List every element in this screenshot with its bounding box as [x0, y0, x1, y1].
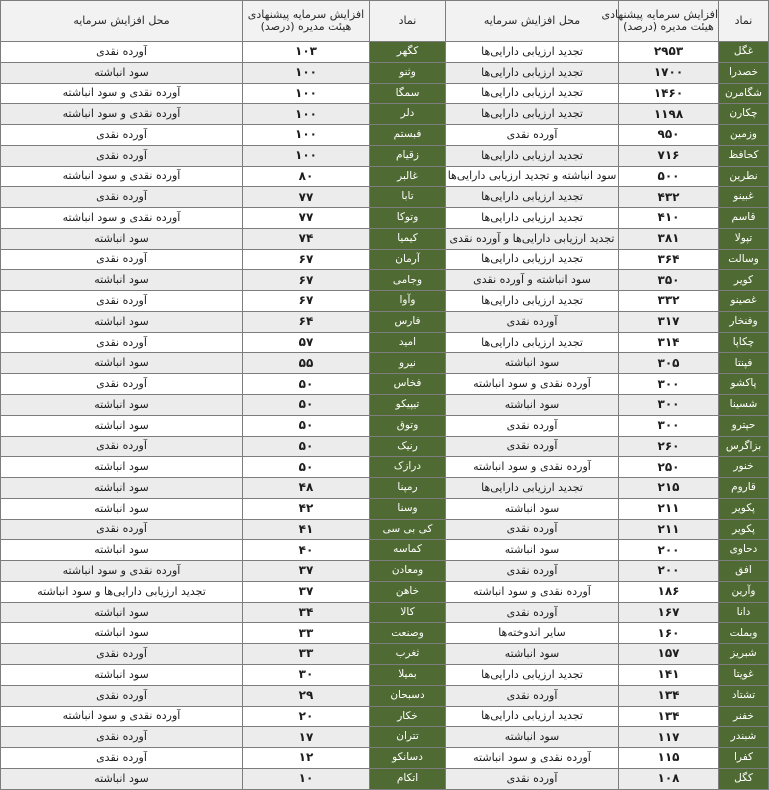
percent-cell: ۲۰	[243, 706, 370, 727]
percent-cell: ۳۰۰	[619, 395, 719, 416]
source-cell: تجدید ارزیابی دارایی‌ها	[446, 145, 619, 166]
table-row	[1, 249, 769, 270]
percent-cell: ۱۶۰	[619, 623, 719, 644]
symbol-cell: پکویر	[719, 498, 769, 519]
symbol-cell: تپولا	[719, 228, 769, 249]
source-cell: آورده نقدی	[446, 311, 619, 332]
percent-cell: ۲۰۰	[619, 561, 719, 582]
source-cell: آورده نقدی و سود انباشته	[446, 748, 619, 769]
symbol-cell: زقیام	[370, 145, 446, 166]
symbol-cell: غگل	[719, 42, 769, 63]
table-row	[1, 436, 769, 457]
symbol-cell: دسبحان	[370, 685, 446, 706]
source-cell: آورده نقدی و سود انباشته	[1, 561, 243, 582]
percent-cell: ۳۳	[243, 644, 370, 665]
symbol-cell: رنیک	[370, 436, 446, 457]
percent-cell: ۱۳۴	[619, 685, 719, 706]
symbol-cell: کویر	[719, 270, 769, 291]
source-cell: آورده نقدی	[446, 436, 619, 457]
table-row	[1, 748, 769, 769]
symbol-cell: آرمان	[370, 249, 446, 270]
table-row	[1, 768, 769, 789]
table-row	[1, 270, 769, 291]
symbol-cell: تیپیکو	[370, 395, 446, 416]
percent-cell: ۴۰	[243, 540, 370, 561]
source-cell: آورده نقدی	[446, 685, 619, 706]
table-row	[1, 706, 769, 727]
source-cell: تجدید ارزیابی دارایی‌ها	[446, 208, 619, 229]
symbol-cell: وسنا	[370, 498, 446, 519]
percent-cell: ۳۰۵	[619, 353, 719, 374]
percent-cell: ۴۳۲	[619, 187, 719, 208]
symbol-cell: ثغرب	[370, 644, 446, 665]
source-cell: سود انباشته	[446, 395, 619, 416]
source-cell: سود انباشته	[1, 768, 243, 789]
percent-cell: ۶۷	[243, 270, 370, 291]
symbol-cell: وثنو	[370, 62, 446, 83]
table-row	[1, 664, 769, 685]
symbol-cell: تابا	[370, 187, 446, 208]
symbol-cell: کفرا	[719, 748, 769, 769]
source-cell: آورده نقدی	[446, 519, 619, 540]
symbol-cell: دانا	[719, 602, 769, 623]
source-cell: آورده نقدی	[446, 415, 619, 436]
percent-cell: ۳۰۰	[619, 374, 719, 395]
source-cell: آورده نقدی	[1, 519, 243, 540]
percent-cell: ۸۰	[243, 166, 370, 187]
percent-cell: ۱۰۰	[243, 125, 370, 146]
percent-cell: ۱۰۳	[243, 42, 370, 63]
table-row	[1, 540, 769, 561]
symbol-cell: وبملت	[719, 623, 769, 644]
source-cell: آورده نقدی و سود انباشته	[1, 208, 243, 229]
table-row	[1, 228, 769, 249]
table-row	[1, 311, 769, 332]
source-cell: تجدید ارزیابی دارایی‌ها	[446, 478, 619, 499]
source-cell: سود انباشته	[446, 727, 619, 748]
source-cell: سود انباشته	[446, 353, 619, 374]
table-row	[1, 415, 769, 436]
percent-cell: ۷۷	[243, 208, 370, 229]
symbol-cell: دحاوی	[719, 540, 769, 561]
table-row	[1, 581, 769, 602]
source-cell: سود انباشته	[1, 311, 243, 332]
symbol-cell: کگل	[719, 768, 769, 789]
symbol-cell: تتران	[370, 727, 446, 748]
source-cell: آورده نقدی	[446, 561, 619, 582]
source-cell: آورده نقدی و سود انباشته	[1, 166, 243, 187]
symbol-cell: خکار	[370, 706, 446, 727]
source-cell: سود انباشته	[1, 457, 243, 478]
symbol-cell: وتوکا	[370, 208, 446, 229]
percent-cell: ۶۷	[243, 291, 370, 312]
percent-cell: ۹۵۰	[619, 125, 719, 146]
header-increase-left	[243, 1, 370, 42]
symbol-cell: فخاس	[370, 374, 446, 395]
table-row	[1, 187, 769, 208]
symbol-cell: فبستم	[370, 125, 446, 146]
symbol-cell: سمگا	[370, 83, 446, 104]
symbol-cell: وجامی	[370, 270, 446, 291]
symbol-cell: چکاپا	[719, 332, 769, 353]
percent-cell: ۶۴	[243, 311, 370, 332]
header-symbol-left: نماد	[370, 1, 446, 42]
percent-cell: ۲۱۱	[619, 519, 719, 540]
source-cell: آورده نقدی	[446, 602, 619, 623]
source-cell: تجدید ارزیابی دارایی‌ها	[446, 332, 619, 353]
symbol-cell: بزاگرس	[719, 436, 769, 457]
symbol-cell: امید	[370, 332, 446, 353]
table-row	[1, 602, 769, 623]
source-cell: تجدید ارزیابی دارایی‌ها	[446, 104, 619, 125]
symbol-cell: فپنتا	[719, 353, 769, 374]
source-cell: آورده نقدی	[1, 332, 243, 353]
source-cell: تجدید ارزیابی دارایی‌ها	[446, 62, 619, 83]
symbol-cell: پاکشو	[719, 374, 769, 395]
percent-cell: ۷۱۶	[619, 145, 719, 166]
symbol-cell: غالبر	[370, 166, 446, 187]
source-cell: سود انباشته	[1, 270, 243, 291]
symbol-cell: قاسم	[719, 208, 769, 229]
source-cell: آورده نقدی	[1, 249, 243, 270]
percent-cell: ۱۷۰۰	[619, 62, 719, 83]
table-row	[1, 145, 769, 166]
symbol-cell: کحافظ	[719, 145, 769, 166]
percent-cell: ۵۰	[243, 457, 370, 478]
symbol-cell: وصنعت	[370, 623, 446, 644]
symbol-cell: کگهر	[370, 42, 446, 63]
source-cell: آورده نقدی	[1, 42, 243, 63]
header-increase-right-line2: هیئت مدیره (درصد)	[623, 20, 714, 33]
symbol-cell: خصدرا	[719, 62, 769, 83]
symbol-cell: وآوا	[370, 291, 446, 312]
table-row	[1, 685, 769, 706]
percent-cell: ۱۸۶	[619, 581, 719, 602]
percent-cell: ۳۰۰	[619, 415, 719, 436]
table-row	[1, 623, 769, 644]
symbol-cell: وفنخار	[719, 311, 769, 332]
table-row	[1, 561, 769, 582]
symbol-cell: درازک	[370, 457, 446, 478]
percent-cell: ۱۱۵	[619, 748, 719, 769]
percent-cell: ۳۰	[243, 664, 370, 685]
source-cell: تجدید ارزیابی دارایی‌ها	[446, 187, 619, 208]
symbol-cell: بمیلا	[370, 664, 446, 685]
table-body	[1, 42, 769, 790]
source-cell: آورده نقدی و سود انباشته	[446, 374, 619, 395]
table-row	[1, 498, 769, 519]
symbol-cell: غبینو	[719, 187, 769, 208]
symbol-cell: ومعادن	[370, 561, 446, 582]
header-increase-left-line2: هیئت مدیره (درصد)	[260, 20, 352, 33]
source-cell: آورده نقدی و سود انباشته	[446, 581, 619, 602]
percent-cell: ۳۷	[243, 561, 370, 582]
source-cell: آورده نقدی و سود انباشته	[1, 706, 243, 727]
percent-cell: ۳۱۷	[619, 311, 719, 332]
percent-cell: ۲۶۰	[619, 436, 719, 457]
source-cell: آورده نقدی و سود انباشته	[1, 83, 243, 104]
source-cell: سود انباشته	[1, 353, 243, 374]
percent-cell: ۱۴۱	[619, 664, 719, 685]
percent-cell: ۱۰۰	[243, 62, 370, 83]
percent-cell: ۴۱	[243, 519, 370, 540]
symbol-cell: کماسه	[370, 540, 446, 561]
symbol-cell: قاروم	[719, 478, 769, 499]
symbol-cell: شگامرن	[719, 83, 769, 104]
percent-cell: ۲۱۵	[619, 478, 719, 499]
source-cell: سود انباشته	[446, 540, 619, 561]
symbol-cell: شسینا	[719, 395, 769, 416]
source-cell: سود انباشته	[1, 228, 243, 249]
percent-cell: ۳۷	[243, 581, 370, 602]
symbol-cell: غصینو	[719, 291, 769, 312]
symbol-cell: کی بی سی	[370, 519, 446, 540]
symbol-cell: خنور	[719, 457, 769, 478]
table-row	[1, 104, 769, 125]
symbol-cell: اتکام	[370, 768, 446, 789]
source-cell: آورده نقدی	[1, 374, 243, 395]
symbol-cell: نطرین	[719, 166, 769, 187]
source-cell: آورده نقدی	[1, 644, 243, 665]
percent-cell: ۱۰۰	[243, 104, 370, 125]
source-cell: سایر اندوخته‌ها	[446, 623, 619, 644]
source-cell: سود انباشته	[1, 478, 243, 499]
header-row	[1, 1, 769, 42]
source-cell: آورده نقدی	[1, 727, 243, 748]
percent-cell: ۱۰۰	[243, 83, 370, 104]
source-cell: سود انباشته	[446, 498, 619, 519]
percent-cell: ۴۸	[243, 478, 370, 499]
percent-cell: ۲۹۵۳	[619, 42, 719, 63]
source-cell: آورده نقدی	[1, 291, 243, 312]
percent-cell: ۱۴۶۰	[619, 83, 719, 104]
symbol-cell: رمپنا	[370, 478, 446, 499]
symbol-cell: خاهن	[370, 581, 446, 602]
percent-cell: ۵۵	[243, 353, 370, 374]
source-cell: آورده نقدی	[446, 768, 619, 789]
percent-cell: ۱۲	[243, 748, 370, 769]
source-cell: سود انباشته	[1, 602, 243, 623]
table-row	[1, 519, 769, 540]
percent-cell: ۵۰	[243, 415, 370, 436]
percent-cell: ۳۳۲	[619, 291, 719, 312]
source-cell: آورده نقدی	[1, 685, 243, 706]
symbol-cell: وزمین	[719, 125, 769, 146]
percent-cell: ۱۱۹۸	[619, 104, 719, 125]
source-cell: تجدید ارزیابی دارایی‌ها	[446, 706, 619, 727]
table-row	[1, 208, 769, 229]
symbol-cell: کیمیا	[370, 228, 446, 249]
source-cell: آورده نقدی و سود انباشته	[1, 104, 243, 125]
source-cell: سود انباشته	[1, 664, 243, 685]
percent-cell: ۱۶۷	[619, 602, 719, 623]
symbol-cell: پکویر	[719, 519, 769, 540]
percent-cell: ۱۳۴	[619, 706, 719, 727]
source-cell: سود انباشته و تجدید ارزیابی دارایی‌ها	[446, 166, 619, 187]
source-cell: آورده نقدی	[1, 187, 243, 208]
header-source-left: محل افزایش سرمایه	[1, 1, 243, 42]
percent-cell: ۲۰۰	[619, 540, 719, 561]
percent-cell: ۱۰	[243, 768, 370, 789]
source-cell: تجدید ارزیابی دارایی‌ها	[446, 83, 619, 104]
symbol-cell: وتوق	[370, 415, 446, 436]
table-row	[1, 125, 769, 146]
header-symbol-right: نماد	[719, 1, 769, 42]
percent-cell: ۶۷	[243, 249, 370, 270]
percent-cell: ۳۸۱	[619, 228, 719, 249]
table-row	[1, 644, 769, 665]
percent-cell: ۳۴	[243, 602, 370, 623]
symbol-cell: غویتا	[719, 664, 769, 685]
percent-cell: ۳۶۴	[619, 249, 719, 270]
source-cell: تجدید ارزیابی دارایی‌ها	[446, 664, 619, 685]
table-row	[1, 395, 769, 416]
source-cell: سود انباشته	[1, 62, 243, 83]
source-cell: سود انباشته	[1, 415, 243, 436]
source-cell: تجدید ارزیابی دارایی‌ها	[446, 291, 619, 312]
source-cell: آورده نقدی	[1, 145, 243, 166]
symbol-cell: شبندر	[719, 727, 769, 748]
table-row	[1, 353, 769, 374]
source-cell: آورده نقدی	[1, 436, 243, 457]
source-cell: سود انباشته	[1, 623, 243, 644]
percent-cell: ۱۰۰	[243, 145, 370, 166]
symbol-cell: وسالت	[719, 249, 769, 270]
symbol-cell: افق	[719, 561, 769, 582]
source-cell: آورده نقدی	[1, 125, 243, 146]
percent-cell: ۷۴	[243, 228, 370, 249]
symbol-cell: خفنر	[719, 706, 769, 727]
percent-cell: ۷۷	[243, 187, 370, 208]
header-increase-left-line1: افزایش سرمایه پیشنهادی	[247, 7, 365, 21]
symbol-cell: دلر	[370, 104, 446, 125]
symbol-cell: کالا	[370, 602, 446, 623]
source-cell: سود انباشته و آورده نقدی	[446, 270, 619, 291]
percent-cell: ۵۰	[243, 374, 370, 395]
table-row	[1, 457, 769, 478]
source-cell: تجدید ارزیابی دارایی‌ها و سود انباشته	[1, 581, 243, 602]
symbol-cell: تشتاد	[719, 685, 769, 706]
table-row	[1, 166, 769, 187]
symbol-cell: حپترو	[719, 415, 769, 436]
source-cell: سود انباشته	[446, 644, 619, 665]
table-row	[1, 478, 769, 499]
table-row	[1, 727, 769, 748]
percent-cell: ۱۷	[243, 727, 370, 748]
percent-cell: ۳۳	[243, 623, 370, 644]
table-row	[1, 83, 769, 104]
header-source-right: محل افزایش سرمایه	[446, 1, 619, 42]
header-increase-right-line1: افزایش سرمایه پیشنهادی	[601, 7, 718, 21]
symbol-cell: چکارن	[719, 104, 769, 125]
symbol-cell: نیرو	[370, 353, 446, 374]
symbol-cell: شبریز	[719, 644, 769, 665]
percent-cell: ۲۵۰	[619, 457, 719, 478]
source-cell: تجدید ارزیابی دارایی‌ها و آورده نقدی	[446, 228, 619, 249]
table-row	[1, 291, 769, 312]
symbol-cell: دسانکو	[370, 748, 446, 769]
source-cell: سود انباشته	[1, 540, 243, 561]
percent-cell: ۵۰۰	[619, 166, 719, 187]
table-row	[1, 62, 769, 83]
percent-cell: ۴۲	[243, 498, 370, 519]
percent-cell: ۵۰	[243, 436, 370, 457]
percent-cell: ۳۱۴	[619, 332, 719, 353]
percent-cell: ۱۰۸	[619, 768, 719, 789]
table-row	[1, 332, 769, 353]
table-row	[1, 42, 769, 63]
percent-cell: ۲۱۱	[619, 498, 719, 519]
percent-cell: ۵۰	[243, 395, 370, 416]
source-cell: آورده نقدی	[1, 748, 243, 769]
percent-cell: ۱۵۷	[619, 644, 719, 665]
percent-cell: ۲۹	[243, 685, 370, 706]
source-cell: تجدید ارزیابی دارایی‌ها	[446, 249, 619, 270]
percent-cell: ۳۵۰	[619, 270, 719, 291]
header-increase-right	[601, 1, 719, 42]
symbol-cell: وآرین	[719, 581, 769, 602]
source-cell: آورده نقدی	[446, 125, 619, 146]
percent-cell: ۵۷	[243, 332, 370, 353]
symbol-cell: فارس	[370, 311, 446, 332]
percent-cell: ۴۱۰	[619, 208, 719, 229]
percent-cell: ۱۱۷	[619, 727, 719, 748]
source-cell: سود انباشته	[1, 498, 243, 519]
source-cell: سود انباشته	[1, 395, 243, 416]
source-cell: تجدید ارزیابی دارایی‌ها	[446, 42, 619, 63]
table-row	[1, 374, 769, 395]
source-cell: آورده نقدی و سود انباشته	[446, 457, 619, 478]
